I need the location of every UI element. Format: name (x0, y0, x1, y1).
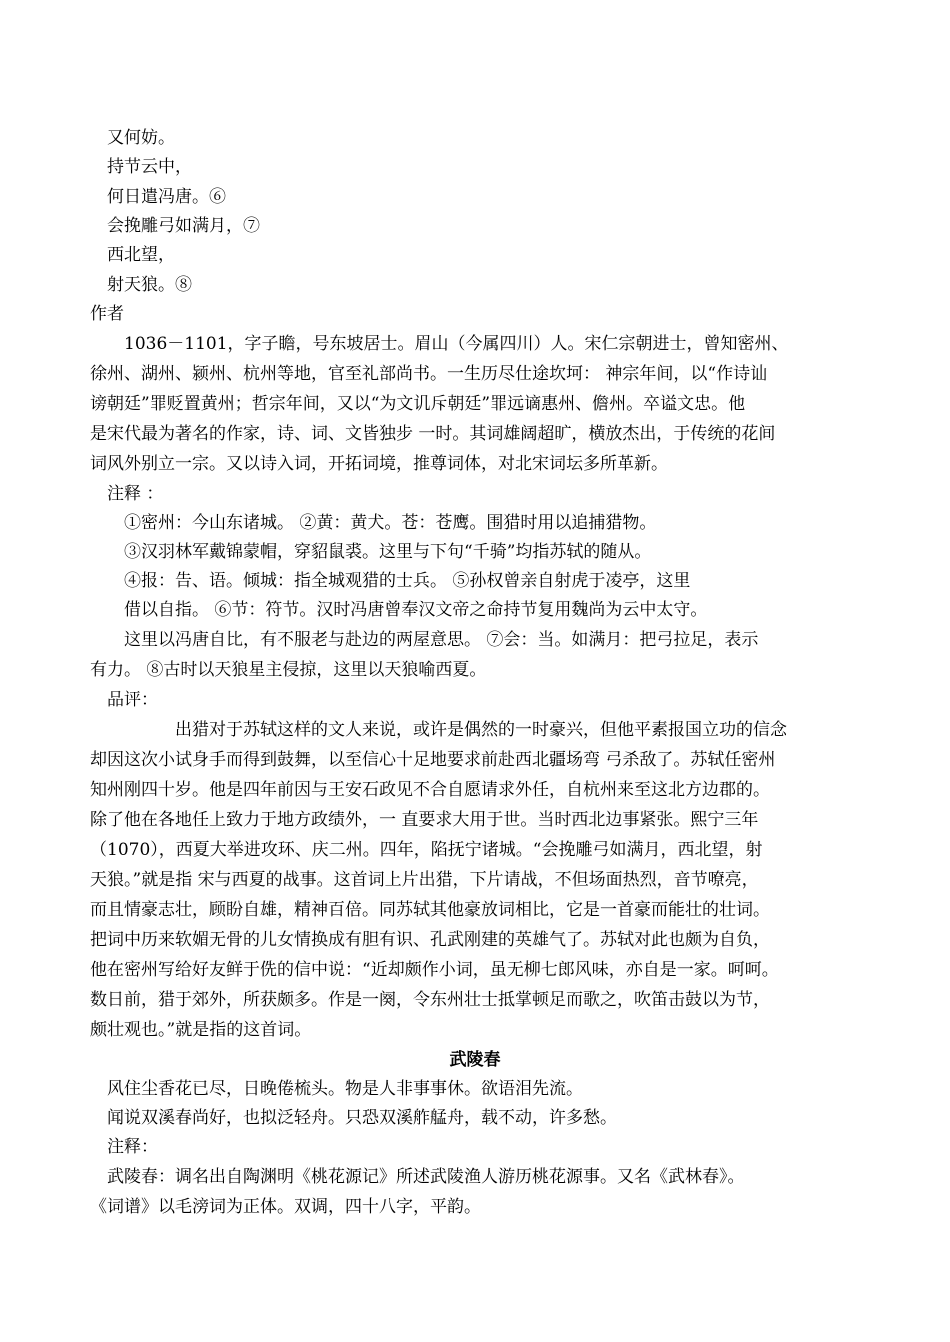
poem-line: 会挽雕弓如满月，⑦ (107, 216, 260, 236)
review-line: 除了他在各地任上致力于地方政绩外，一 直要求大用于世。当时西北边事紧张。熙宁三年 (90, 810, 759, 830)
section-title: 武陵春 (449, 1050, 501, 1070)
author-line: 徐州、湖州、颍州、杭州等地，官至礼部尚书。一生历尽仕途坎坷： 神宗年间，以“作诗讪 (90, 364, 768, 384)
ci-line: 闻说双溪春尚好，也拟泛轻舟。只恐双溪舴艋舟，载不动，许多愁。 (107, 1108, 617, 1128)
review-line: 天狼。”就是指 宋与西夏的战事。这首词上片出猎，下片请战，不但场面热烈，音节嘹亮， (90, 870, 759, 890)
poem-line: 又何妨。 (107, 128, 175, 148)
poem-line: 持节云中， (107, 157, 192, 177)
review-line: 知州刚四十岁。他是四年前因与王安石政见不合自愿请求外任，自杭州来至这北方边郡的。 (90, 780, 770, 800)
author-line: 是宋代最为著名的作家，诗、词、文皆独步 一时。其词雄阔超旷，横放杰出，于传统的花间 (90, 424, 776, 444)
review-line: （1070），西夏大举进攻环、庆二州。四年，陷抚宁诸城。“会挽雕弓如满月，西北望，射 (90, 840, 763, 860)
note-line: ④报：告、语。倾城：指全城观猎的士兵。 ⑤孙权曾亲自射虎于凌亭，这里 (124, 571, 691, 591)
ci-note-line: 《词谱》以毛滂词为正体。双调，四十八字，平韵。 (90, 1197, 481, 1217)
ci-note-line: 武陵春：调名出自陶渊明《桃花源记》所述武陵渔人游历桃花源事。又名《武林春》。 (107, 1167, 745, 1187)
author-line: 谤朝廷”罪贬置黄州；哲宗年间，又以“为文讥斥朝廷”罪远谪惠州、儋州。卒谥文忠。他 (90, 394, 746, 414)
poem-line: 射天狼。⑧ (107, 275, 192, 295)
note-line: ③汉羽林军戴锦蒙帽，穿貂鼠裘。这里与下句“千骑”均指苏轼的随从。 (124, 542, 652, 562)
ci-notes-heading: 注释： (107, 1137, 158, 1157)
author-heading: 作者 (90, 304, 124, 324)
review-line: 数日前，猎于郊外，所获颇多。作是一阕，令东州壮士抵掌顿足而歌之，吹笛击鼓以为节， (90, 990, 770, 1010)
review-line: 却因这次小试身手而得到鼓舞，以至信心十足地要求前赴西北疆场弯 弓杀敌了。苏轼任密州 (90, 750, 776, 770)
notes-heading: 注释 ： (107, 484, 164, 504)
poem-line: 西北望， (107, 245, 175, 265)
author-line: 1036－1101，字子瞻，号东坡居士。眉山（今属四川）人。宋仁宗朝进士，曾知密州、 (124, 334, 789, 354)
review-line: 而且情豪志壮，顾盼自雄，精神百倍。同苏轼其他豪放词相比，它是一首豪而能壮的壮词。 (90, 900, 770, 920)
review-line: 他在密州写给好友鲜于侁的信中说：“近却颇作小词，虽无柳七郎风味，亦自是一家。呵呵。 (90, 960, 779, 980)
poem-line: 何日遣冯唐。⑥ (107, 187, 226, 207)
author-line: 词风外别立一宗。又以诗入词，开拓词境，推尊词体，对北宋词坛多所革新。 (90, 454, 668, 474)
review-line: 把词中历来软媚无骨的儿女情换成有胆有识、孔武刚建的英雄气了。苏轼对此也颇为自负， (90, 930, 770, 950)
review-heading: 品评： (107, 690, 158, 710)
ci-line: 风住尘香花已尽，日晚倦梳头。物是人非事事休。欲语泪先流。 (107, 1079, 583, 1099)
review-line: 颇壮观也。”就是指的这首词。 (90, 1020, 312, 1040)
note-line: 这里以冯唐自比，有不服老与赴边的两屋意思。 ⑦会：当。如满月：把弓拉足，表示 (124, 630, 759, 650)
note-line: 借以自指。 ⑥节：符节。汉时冯唐曾奉汉文帝之命持节复用魏尚为云中太守。 (124, 600, 708, 620)
review-line: 出猎对于苏轼这样的文人来说，或许是偶然的一时豪兴，但他平素报国立功的信念 (175, 720, 787, 740)
note-line: 有力。 ⑧古时以天狼星主侵掠，这里以天狼喻西夏。 (90, 660, 487, 680)
note-line: ①密州：今山东诸城。 ②黄：黄犬。苍：苍鹰。围猎时用以追捕猎物。 (124, 513, 657, 533)
